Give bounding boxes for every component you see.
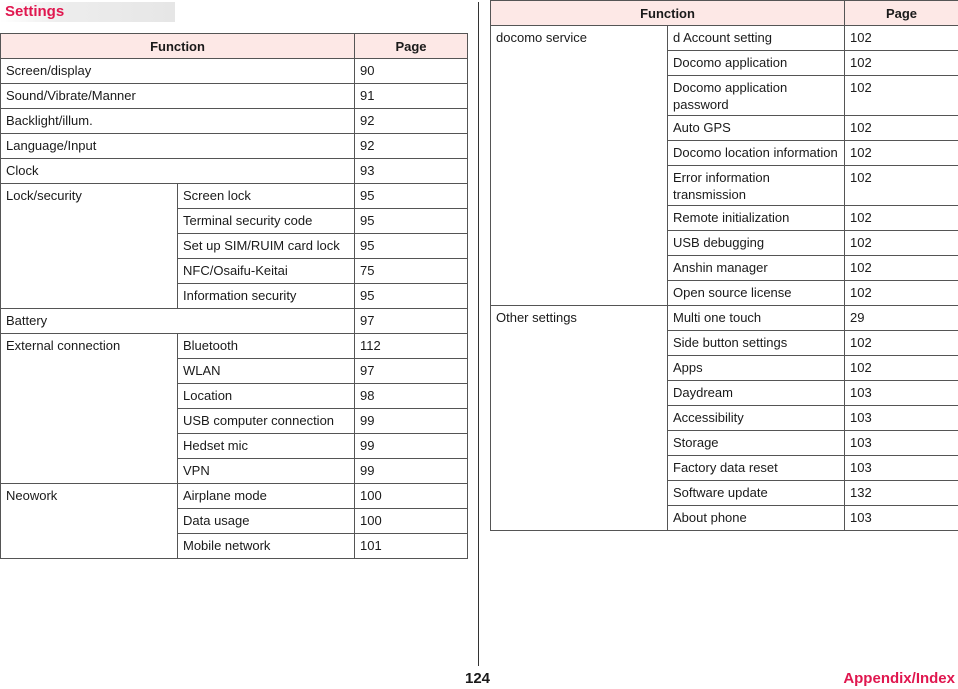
function-cell: Screen lock (178, 184, 355, 209)
appendix-index-link[interactable]: Appendix/Index (843, 670, 955, 687)
page-number: 124 (465, 670, 491, 687)
category-cell: Battery (1, 309, 355, 334)
page-cell: 102 (845, 166, 958, 206)
page-cell: 102 (845, 356, 958, 381)
page-cell: 29 (845, 306, 958, 331)
page-cell: 102 (845, 281, 958, 306)
category-cell: Lock/security (1, 184, 178, 309)
page-cell: 95 (355, 234, 468, 259)
category-cell: Screen/display (1, 59, 355, 84)
page-cell: 99 (355, 434, 468, 459)
page-cell: 95 (355, 184, 468, 209)
category-cell: External connection (1, 334, 178, 484)
page-cell: 102 (845, 331, 958, 356)
function-cell: Docomo application (668, 51, 845, 76)
page-cell: 103 (845, 406, 958, 431)
page-column-header: Page (845, 1, 958, 26)
page-cell: 92 (355, 134, 468, 159)
page-cell: 91 (355, 84, 468, 109)
page-cell: 100 (355, 484, 468, 509)
page-cell: 100 (355, 509, 468, 534)
function-cell: About phone (668, 506, 845, 531)
page-cell: 90 (355, 59, 468, 84)
page-cell: 103 (845, 506, 958, 531)
page-cell: 92 (355, 109, 468, 134)
function-cell: Remote initialization (668, 206, 845, 231)
function-cell: Error information transmission (668, 166, 845, 206)
function-column-header: Function (1, 34, 355, 59)
page-cell: 102 (845, 206, 958, 231)
function-cell: USB debugging (668, 231, 845, 256)
table-row (491, 306, 958, 331)
column-divider (478, 2, 479, 666)
page-cell: 95 (355, 284, 468, 309)
section-title: Settings (0, 2, 175, 22)
page-cell: 103 (845, 381, 958, 406)
function-cell: Terminal security code (178, 209, 355, 234)
right-settings-table (490, 0, 958, 531)
function-cell: USB computer connection (178, 409, 355, 434)
table-row (1, 184, 468, 209)
page-cell: 102 (845, 26, 958, 51)
function-cell: Storage (668, 431, 845, 456)
page-cell: 102 (845, 51, 958, 76)
page-column-header: Page (355, 34, 468, 59)
function-cell: Anshin manager (668, 256, 845, 281)
function-cell: Data usage (178, 509, 355, 534)
function-cell: Set up SIM/RUIM card lock (178, 234, 355, 259)
table-row (491, 26, 958, 51)
page-cell: 101 (355, 534, 468, 559)
function-cell: Airplane mode (178, 484, 355, 509)
page-cell: 99 (355, 409, 468, 434)
category-cell: Other settings (491, 306, 668, 531)
function-cell: Daydream (668, 381, 845, 406)
function-cell: Open source license (668, 281, 845, 306)
page-cell: 95 (355, 209, 468, 234)
page-cell: 103 (845, 456, 958, 481)
category-cell: Backlight/illum. (1, 109, 355, 134)
table-row (1, 59, 468, 84)
page-cell: 102 (845, 116, 958, 141)
function-cell: Mobile network (178, 534, 355, 559)
page-cell: 97 (355, 359, 468, 384)
function-cell: WLAN (178, 359, 355, 384)
table-row (1, 309, 468, 334)
table-row (1, 484, 468, 509)
table-header-row (1, 34, 468, 59)
function-cell: Side button settings (668, 331, 845, 356)
function-cell: Multi one touch (668, 306, 845, 331)
table-header-row (491, 1, 958, 26)
function-column-header: Function (491, 1, 845, 26)
function-cell: Information security (178, 284, 355, 309)
function-cell: NFC/Osaifu-Keitai (178, 259, 355, 284)
category-cell: docomo service (491, 26, 668, 306)
function-cell: Docomo application password (668, 76, 845, 116)
page-cell: 102 (845, 256, 958, 281)
page-cell: 103 (845, 431, 958, 456)
function-cell: Software update (668, 481, 845, 506)
function-cell: Accessibility (668, 406, 845, 431)
table-row (1, 334, 468, 359)
function-cell: Apps (668, 356, 845, 381)
function-cell: Docomo location information (668, 141, 845, 166)
category-cell: Sound/Vibrate/Manner (1, 84, 355, 109)
table-row (1, 84, 468, 109)
category-cell: Clock (1, 159, 355, 184)
table-row (1, 134, 468, 159)
page-cell: 75 (355, 259, 468, 284)
function-cell: Hedset mic (178, 434, 355, 459)
page-cell: 112 (355, 334, 468, 359)
table-row (1, 109, 468, 134)
page-cell: 102 (845, 231, 958, 256)
category-cell: Neowork (1, 484, 178, 559)
function-cell: Location (178, 384, 355, 409)
function-cell: Bluetooth (178, 334, 355, 359)
page-cell: 97 (355, 309, 468, 334)
page-cell: 99 (355, 459, 468, 484)
table-row (1, 159, 468, 184)
category-cell: Language/Input (1, 134, 355, 159)
page-cell: 98 (355, 384, 468, 409)
page-cell: 93 (355, 159, 468, 184)
page-cell: 132 (845, 481, 958, 506)
function-cell: d Account setting (668, 26, 845, 51)
function-cell: Factory data reset (668, 456, 845, 481)
page-cell: 102 (845, 76, 958, 116)
function-cell: Auto GPS (668, 116, 845, 141)
function-cell: VPN (178, 459, 355, 484)
left-settings-table (0, 33, 468, 559)
page-cell: 102 (845, 141, 958, 166)
